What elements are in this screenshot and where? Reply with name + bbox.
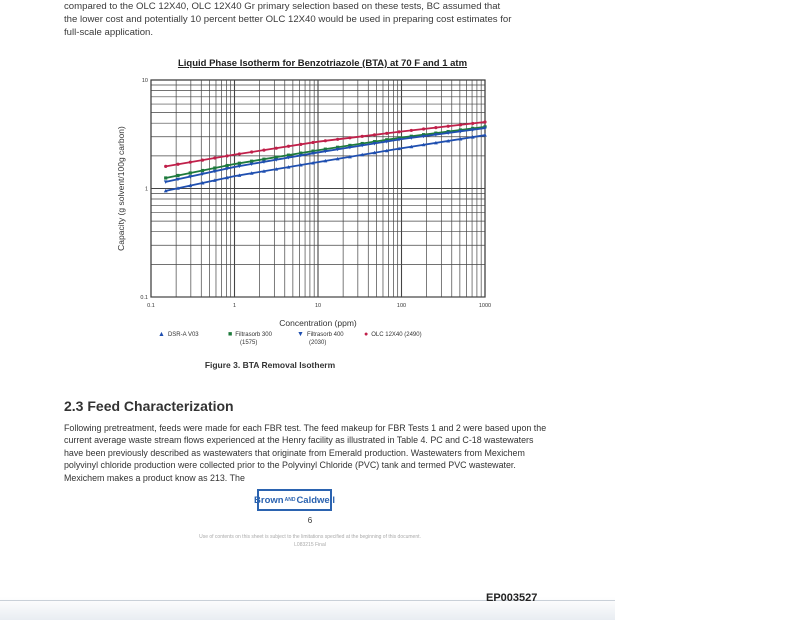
data-point — [447, 125, 450, 128]
intro-line-2: the lower cost and potentially 10 percent better OLC 12X40 would be used in preparing cost estimates for — [64, 14, 512, 25]
data-point — [336, 138, 339, 141]
data-point — [238, 152, 241, 155]
data-point — [176, 174, 179, 177]
triangle-up-icon: ▲ — [158, 331, 165, 338]
legend-item-f300 — [228, 331, 272, 347]
logo-amp: AND — [284, 497, 296, 503]
data-point — [226, 154, 229, 157]
data-point — [471, 122, 474, 125]
y-tick-label: 10 — [141, 78, 148, 84]
data-point — [324, 139, 327, 142]
data-point — [250, 160, 253, 163]
x-tick-label: 1 — [232, 303, 237, 309]
section-heading: 2.3 Feed Characterization — [64, 398, 234, 414]
data-point — [164, 165, 167, 168]
legend-sublabel: (2030) — [309, 340, 327, 346]
data-point — [176, 163, 179, 166]
data-point — [201, 169, 204, 172]
intro-line-1: compared to the OLC 12X40, OLC 12X40 Gr primary selection based on these tests, BC assumed that — [64, 1, 501, 12]
intro-line-3: full-scale application. — [64, 27, 154, 38]
x-tick-label: 0.1 — [147, 303, 155, 309]
data-point — [213, 156, 216, 159]
data-point — [385, 132, 388, 135]
data-point — [275, 147, 278, 150]
data-point — [262, 148, 265, 151]
data-point — [483, 120, 486, 123]
data-point — [434, 126, 437, 129]
isotherm-chart — [110, 70, 510, 332]
logo-word-left: Brown — [254, 494, 284, 506]
chart-title: Liquid Phase Isotherm for Benzotriazole (BTA) at 70 F and 1 atm — [177, 58, 468, 69]
legend-item-dsr — [158, 331, 199, 339]
data-point — [361, 135, 364, 138]
y-tick-label: 0.1 — [140, 295, 148, 301]
y-tick-label: 1 — [144, 186, 148, 193]
legend-label: DSR-A V03 — [167, 332, 199, 338]
data-point — [397, 130, 400, 133]
intro-paragraph — [64, 0, 534, 39]
footer-note-line-2: L083215 Final — [294, 542, 326, 548]
footer-note-line-1: Use of contents on this sheet is subject to the limitations specified at the beginning of this document. — [199, 534, 421, 540]
logo-word-right: Caldwell — [296, 494, 335, 506]
data-point — [201, 158, 204, 161]
data-point — [189, 161, 192, 164]
section-body: Following pretreatment, feeds were made for each FBR test. The feed makeup for FBR Tests 1 and 2 were based upon the current average waste stream flows experienced at the Henry facility as illustrated in Table 4. PC and C-18 wastewaters have been previously described as wastewaters that originate from Emerald production. Wastewaters from Mexichem polyvinyl chloride production were collected prior to the Polyvinyl Chloride (PVC) tank and termed PVC wastewater. Mexichem makes a product know as 213. The — [64, 423, 547, 483]
figure-caption: Figure 3. BTA Removal Isotherm — [204, 360, 336, 370]
legend-sublabel: (1575) — [240, 340, 258, 346]
square-icon: ■ — [228, 331, 233, 338]
data-point — [189, 171, 192, 174]
page-number: 6 — [307, 516, 313, 525]
x-tick-label: 1000 — [478, 303, 492, 309]
legend-label: Filtrasorb 300 — [235, 332, 272, 338]
legend-item-olc — [364, 331, 422, 339]
legend-item-f400 — [297, 331, 344, 347]
x-tick-label: 100 — [396, 303, 407, 309]
bates-number: EP003527 — [486, 592, 538, 604]
circle-icon: ● — [364, 331, 369, 338]
chart-grid — [151, 80, 485, 297]
data-point — [422, 127, 425, 130]
legend-label: OLC 12X40 (2490) — [371, 332, 422, 338]
triangle-down-icon: ▼ — [297, 331, 304, 338]
company-logo — [254, 489, 335, 511]
data-point — [348, 136, 351, 139]
x-axis-label: Concentration (ppm) — [279, 318, 357, 328]
data-point — [373, 133, 376, 136]
legend-label: Filtrasorb 400 — [306, 332, 344, 338]
data-point — [459, 123, 462, 126]
data-point — [299, 143, 302, 146]
data-point — [164, 176, 167, 179]
x-tick-label: 10 — [314, 303, 322, 309]
data-point — [250, 150, 253, 153]
data-point — [238, 162, 241, 165]
data-point — [410, 129, 413, 132]
y-axis-label: Capacity (g solvent/100g carbon) — [116, 126, 126, 251]
data-point — [262, 158, 265, 161]
data-point — [311, 141, 314, 144]
data-point — [226, 164, 229, 167]
data-point — [213, 166, 216, 169]
data-point — [287, 145, 290, 148]
footer-note — [150, 533, 470, 549]
